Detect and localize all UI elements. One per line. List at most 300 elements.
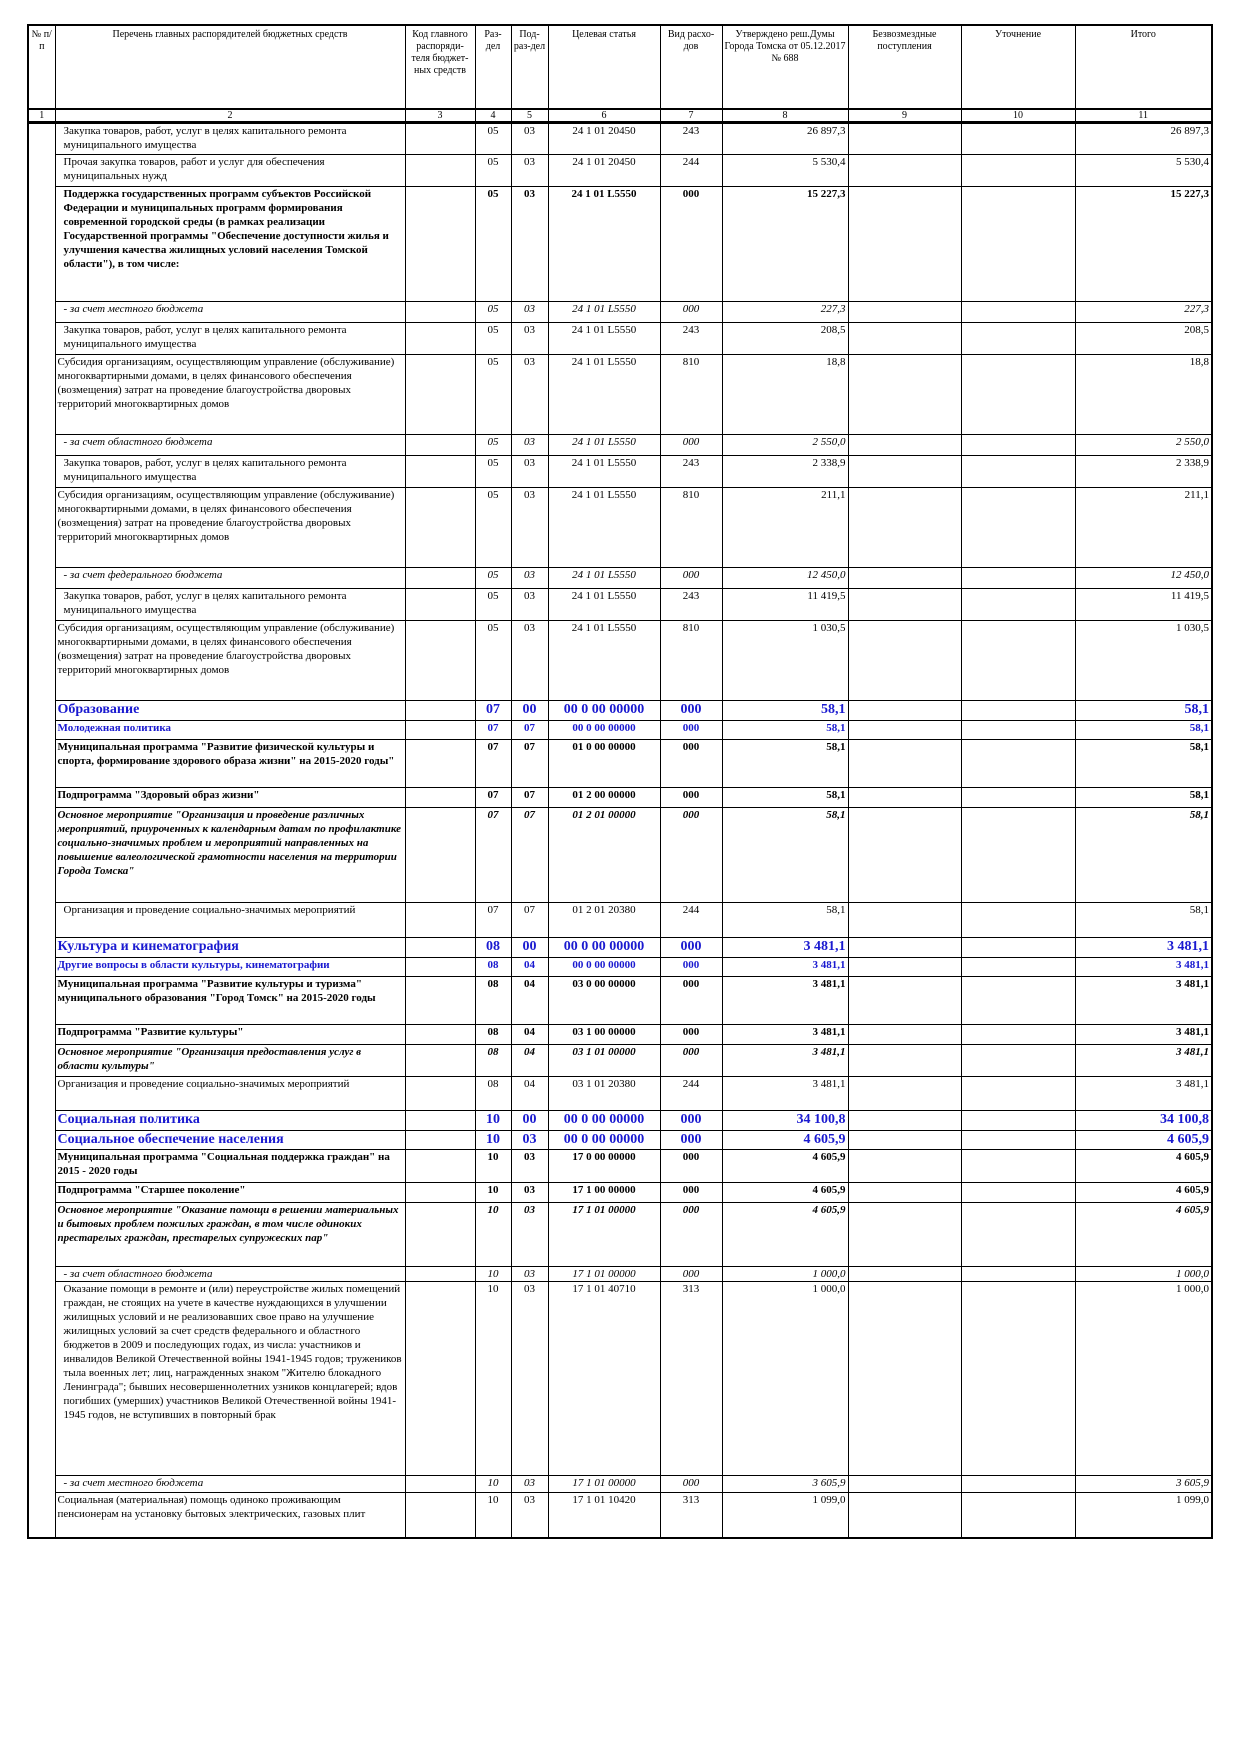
- target-article-cell: 00 0 00 00000: [548, 938, 660, 958]
- row-name-cell: Культура и кинематография: [55, 938, 405, 958]
- approved-amount-cell: 58,1: [722, 740, 848, 788]
- total-amount-cell: 1 099,0: [1075, 1493, 1212, 1538]
- main-distributor-code-cell: [405, 187, 475, 302]
- section-cell: 05: [475, 302, 511, 323]
- table-row: [28, 355, 1212, 435]
- section-cell: 07: [475, 788, 511, 808]
- approved-amount-cell: 2 338,9: [722, 456, 848, 488]
- target-article-cell: 17 1 01 00000: [548, 1267, 660, 1282]
- row-name-cell: - за счет федерального бюджета: [55, 568, 405, 589]
- approved-amount-cell: 3 481,1: [722, 1077, 848, 1111]
- adjustment-cell: [961, 1282, 1075, 1476]
- gratis-receipts-cell: [848, 123, 961, 155]
- gratis-receipts-cell: [848, 1077, 961, 1111]
- expense-type-cell: 810: [660, 488, 722, 568]
- gratis-receipts-cell: [848, 621, 961, 701]
- table-row: [28, 1282, 1212, 1476]
- approved-amount-cell: 58,1: [722, 721, 848, 740]
- adjustment-cell: [961, 435, 1075, 456]
- total-amount-cell: 4 605,9: [1075, 1183, 1212, 1203]
- subsection-cell: 03: [511, 1203, 548, 1267]
- expense-type-cell: 000: [660, 568, 722, 589]
- approved-amount-cell: 1 030,5: [722, 621, 848, 701]
- adjustment-cell: [961, 1267, 1075, 1282]
- row-number-cell: [28, 435, 55, 456]
- main-distributor-code-cell: [405, 958, 475, 977]
- gratis-receipts-cell: [848, 903, 961, 938]
- target-article-cell: 01 0 00 00000: [548, 740, 660, 788]
- approved-amount-cell: 211,1: [722, 488, 848, 568]
- subsection-cell: 04: [511, 977, 548, 1025]
- main-distributor-code-cell: [405, 1282, 475, 1476]
- gratis-receipts-cell: [848, 1476, 961, 1493]
- adjustment-cell: [961, 456, 1075, 488]
- column-number: 8: [722, 109, 848, 123]
- approved-amount-cell: 4 605,9: [722, 1203, 848, 1267]
- adjustment-cell: [961, 589, 1075, 621]
- approved-amount-cell: 58,1: [722, 701, 848, 721]
- total-amount-cell: 227,3: [1075, 302, 1212, 323]
- main-distributor-code-cell: [405, 1476, 475, 1493]
- total-amount-cell: 208,5: [1075, 323, 1212, 355]
- table-row: [28, 721, 1212, 740]
- approved-amount-cell: 26 897,3: [722, 123, 848, 155]
- expense-type-cell: 000: [660, 1025, 722, 1045]
- main-distributor-code-cell: [405, 1111, 475, 1131]
- gratis-receipts-cell: [848, 701, 961, 721]
- gratis-receipts-cell: [848, 1203, 961, 1267]
- table-row: [28, 1025, 1212, 1045]
- target-article-cell: 24 1 01 L5550: [548, 435, 660, 456]
- approved-amount-cell: 4 605,9: [722, 1183, 848, 1203]
- column-number: 11: [1075, 109, 1212, 123]
- row-name-cell: Субсидия организациям, осуществляющим управление (обслуживание) многоквартирными домами, в целях финансового обеспечения (возмещения) затрат на проведение благоустройства дворовых территорий многоквартирных домов: [55, 488, 405, 568]
- row-name-cell: Прочая закупка товаров, работ и услуг для обеспечения муниципальных нужд: [55, 155, 405, 187]
- table-row: [28, 1476, 1212, 1493]
- approved-amount-cell: 1 000,0: [722, 1267, 848, 1282]
- gratis-receipts-cell: [848, 456, 961, 488]
- section-cell: 10: [475, 1150, 511, 1183]
- approved-amount-cell: 4 605,9: [722, 1150, 848, 1183]
- target-article-cell: 17 1 01 10420: [548, 1493, 660, 1538]
- section-cell: 05: [475, 589, 511, 621]
- gratis-receipts-cell: [848, 1183, 961, 1203]
- subsection-cell: 03: [511, 1282, 548, 1476]
- adjustment-cell: [961, 958, 1075, 977]
- approved-amount-cell: 58,1: [722, 808, 848, 903]
- header-expense-type: Вид расхо-дов: [660, 25, 722, 109]
- expense-type-cell: 244: [660, 903, 722, 938]
- total-amount-cell: 1 030,5: [1075, 621, 1212, 701]
- table-row: [28, 740, 1212, 788]
- section-cell: 07: [475, 740, 511, 788]
- total-amount-cell: 58,1: [1075, 788, 1212, 808]
- main-distributor-code-cell: [405, 435, 475, 456]
- adjustment-cell: [961, 701, 1075, 721]
- expense-type-cell: 810: [660, 355, 722, 435]
- adjustment-cell: [961, 721, 1075, 740]
- expense-type-cell: 000: [660, 435, 722, 456]
- table-row: [28, 123, 1212, 155]
- row-name-cell: Организация и проведение социально-значимых мероприятий: [55, 903, 405, 938]
- header-target-article: Целевая статья: [548, 25, 660, 109]
- main-distributor-code-cell: [405, 808, 475, 903]
- expense-type-cell: 000: [660, 1111, 722, 1131]
- subsection-cell: 00: [511, 938, 548, 958]
- column-number: 3: [405, 109, 475, 123]
- subsection-cell: 03: [511, 123, 548, 155]
- row-name-cell: Социальное обеспечение населения: [55, 1131, 405, 1150]
- table-row: [28, 1131, 1212, 1150]
- section-cell: 07: [475, 808, 511, 903]
- gratis-receipts-cell: [848, 187, 961, 302]
- section-cell: 07: [475, 903, 511, 938]
- subsection-cell: 03: [511, 323, 548, 355]
- section-cell: 05: [475, 568, 511, 589]
- row-name-cell: Оказание помощи в ремонте и (или) переустройстве жилых помещений граждан, не стоящих на учете в качестве нуждающихся в улучшении жилищных условий и не реализовавших свое право на улучшение жилищных условий за счет средств федерального и областного бюджетов в 2009 и последующих годах, из числа: участников и инвалидов Великой Отечественной войны 1941-1945 годов; тружеников тыла военных лет; лиц, награжденных знаком "Жителю блокадного Ленинграда"; бывших несовершеннолетних узников концлагерей; вдов погибших (умерших) участников Великой Отечественной войны 1941-1945 годов, не вступивших в повторный брак: [55, 1282, 405, 1476]
- main-distributor-code-cell: [405, 302, 475, 323]
- table-row: [28, 903, 1212, 938]
- row-number-cell: [28, 1183, 55, 1203]
- approved-amount-cell: 4 605,9: [722, 1131, 848, 1150]
- main-distributor-code-cell: [405, 701, 475, 721]
- total-amount-cell: 211,1: [1075, 488, 1212, 568]
- gratis-receipts-cell: [848, 808, 961, 903]
- subsection-cell: 03: [511, 435, 548, 456]
- section-cell: 05: [475, 488, 511, 568]
- subsection-cell: 03: [511, 187, 548, 302]
- total-amount-cell: 4 605,9: [1075, 1131, 1212, 1150]
- section-cell: 05: [475, 435, 511, 456]
- total-amount-cell: 58,1: [1075, 701, 1212, 721]
- gratis-receipts-cell: [848, 1150, 961, 1183]
- expense-type-cell: 313: [660, 1493, 722, 1538]
- table-row: [28, 808, 1212, 903]
- adjustment-cell: [961, 1131, 1075, 1150]
- table-row: [28, 788, 1212, 808]
- section-cell: 08: [475, 1077, 511, 1111]
- expense-type-cell: 243: [660, 589, 722, 621]
- target-article-cell: 24 1 01 L5550: [548, 589, 660, 621]
- target-article-cell: 03 1 00 00000: [548, 1025, 660, 1045]
- total-amount-cell: 58,1: [1075, 903, 1212, 938]
- row-number-cell: [28, 187, 55, 302]
- adjustment-cell: [961, 1150, 1075, 1183]
- gratis-receipts-cell: [848, 302, 961, 323]
- gratis-receipts-cell: [848, 1111, 961, 1131]
- subsection-cell: 03: [511, 155, 548, 187]
- subsection-cell: 07: [511, 903, 548, 938]
- section-cell: 08: [475, 1045, 511, 1077]
- gratis-receipts-cell: [848, 323, 961, 355]
- adjustment-cell: [961, 938, 1075, 958]
- budget-table-sheet: [27, 24, 1211, 1539]
- gratis-receipts-cell: [848, 1025, 961, 1045]
- header-section: Раз-дел: [475, 25, 511, 109]
- table-row: [28, 568, 1212, 589]
- approved-amount-cell: 1 099,0: [722, 1493, 848, 1538]
- adjustment-cell: [961, 1493, 1075, 1538]
- table-row: [28, 958, 1212, 977]
- subsection-cell: 03: [511, 621, 548, 701]
- gratis-receipts-cell: [848, 977, 961, 1025]
- total-amount-cell: 3 481,1: [1075, 958, 1212, 977]
- gratis-receipts-cell: [848, 488, 961, 568]
- section-cell: 05: [475, 456, 511, 488]
- expense-type-cell: 000: [660, 1150, 722, 1183]
- subsection-cell: 03: [511, 1183, 548, 1203]
- main-distributor-code-cell: [405, 1267, 475, 1282]
- target-article-cell: 17 1 00 00000: [548, 1183, 660, 1203]
- target-article-cell: 17 1 01 00000: [548, 1476, 660, 1493]
- row-number-cell: [28, 155, 55, 187]
- approved-amount-cell: 3 481,1: [722, 938, 848, 958]
- approved-amount-cell: 34 100,8: [722, 1111, 848, 1131]
- gratis-receipts-cell: [848, 938, 961, 958]
- total-amount-cell: 3 481,1: [1075, 938, 1212, 958]
- row-number-cell: [28, 621, 55, 701]
- subsection-cell: 07: [511, 740, 548, 788]
- total-amount-cell: 3 481,1: [1075, 977, 1212, 1025]
- table-row: [28, 977, 1212, 1025]
- section-cell: 08: [475, 977, 511, 1025]
- target-article-cell: 24 1 01 L5550: [548, 488, 660, 568]
- row-number-cell: [28, 1131, 55, 1150]
- column-number: 7: [660, 109, 722, 123]
- row-name-cell: Закупка товаров, работ, услуг в целях капитального ремонта муниципального имущества: [55, 589, 405, 621]
- row-number-cell: [28, 721, 55, 740]
- section-cell: 10: [475, 1183, 511, 1203]
- column-number: 2: [55, 109, 405, 123]
- subsection-cell: 03: [511, 589, 548, 621]
- row-name-cell: Муниципальная программа "Развитие культуры и туризма" муниципального образования "Город Томск" на 2015-2020 годы: [55, 977, 405, 1025]
- adjustment-cell: [961, 302, 1075, 323]
- total-amount-cell: 3 481,1: [1075, 1077, 1212, 1111]
- subsection-cell: 04: [511, 958, 548, 977]
- main-distributor-code-cell: [405, 721, 475, 740]
- subsection-cell: 04: [511, 1025, 548, 1045]
- expense-type-cell: 243: [660, 123, 722, 155]
- column-number: 10: [961, 109, 1075, 123]
- row-number-cell: [28, 1111, 55, 1131]
- expense-type-cell: 000: [660, 1183, 722, 1203]
- adjustment-cell: [961, 1077, 1075, 1111]
- main-distributor-code-cell: [405, 589, 475, 621]
- approved-amount-cell: 18,8: [722, 355, 848, 435]
- table-row: [28, 1077, 1212, 1111]
- table-row: [28, 1150, 1212, 1183]
- gratis-receipts-cell: [848, 740, 961, 788]
- header-distributors: Перечень главных распорядителей бюджетных средств: [55, 25, 405, 109]
- table-row: [28, 435, 1212, 456]
- section-cell: 10: [475, 1203, 511, 1267]
- row-name-cell: Другие вопросы в области культуры, кинематографии: [55, 958, 405, 977]
- section-cell: 10: [475, 1131, 511, 1150]
- row-number-cell: [28, 355, 55, 435]
- section-cell: 10: [475, 1282, 511, 1476]
- adjustment-cell: [961, 740, 1075, 788]
- gratis-receipts-cell: [848, 1267, 961, 1282]
- row-name-cell: Закупка товаров, работ, услуг в целях капитального ремонта муниципального имущества: [55, 456, 405, 488]
- table-row: [28, 488, 1212, 568]
- approved-amount-cell: 3 481,1: [722, 1045, 848, 1077]
- gratis-receipts-cell: [848, 721, 961, 740]
- subsection-cell: 07: [511, 721, 548, 740]
- subsection-cell: 03: [511, 1476, 548, 1493]
- main-distributor-code-cell: [405, 740, 475, 788]
- subsection-cell: 03: [511, 488, 548, 568]
- expense-type-cell: 000: [660, 1267, 722, 1282]
- row-number-cell: [28, 589, 55, 621]
- adjustment-cell: [961, 1111, 1075, 1131]
- section-cell: 05: [475, 323, 511, 355]
- row-name-cell: - за счет областного бюджета: [55, 1267, 405, 1282]
- total-amount-cell: 4 605,9: [1075, 1203, 1212, 1267]
- adjustment-cell: [961, 568, 1075, 589]
- total-amount-cell: 18,8: [1075, 355, 1212, 435]
- subsection-cell: 03: [511, 302, 548, 323]
- target-article-cell: 00 0 00 00000: [548, 701, 660, 721]
- target-article-cell: 00 0 00 00000: [548, 958, 660, 977]
- column-number: 9: [848, 109, 961, 123]
- row-name-cell: - за счет областного бюджета: [55, 435, 405, 456]
- row-number-cell: [28, 323, 55, 355]
- row-name-cell: Организация и проведение социально-значимых мероприятий: [55, 1077, 405, 1111]
- main-distributor-code-cell: [405, 1025, 475, 1045]
- gratis-receipts-cell: [848, 1131, 961, 1150]
- adjustment-cell: [961, 1203, 1075, 1267]
- row-name-cell: - за счет местного бюджета: [55, 302, 405, 323]
- section-cell: 08: [475, 938, 511, 958]
- approved-amount-cell: 3 481,1: [722, 1025, 848, 1045]
- adjustment-cell: [961, 123, 1075, 155]
- row-number-cell: [28, 1267, 55, 1282]
- adjustment-cell: [961, 1183, 1075, 1203]
- section-cell: 05: [475, 355, 511, 435]
- section-cell: 10: [475, 1476, 511, 1493]
- target-article-cell: 03 1 01 00000: [548, 1045, 660, 1077]
- row-number-cell: [28, 788, 55, 808]
- approved-amount-cell: 3 605,9: [722, 1476, 848, 1493]
- main-distributor-code-cell: [405, 1131, 475, 1150]
- approved-amount-cell: 11 419,5: [722, 589, 848, 621]
- row-number-cell: [28, 1025, 55, 1045]
- header-gratis-receipts: Безвозмездные поступления: [848, 25, 961, 109]
- table-row: [28, 155, 1212, 187]
- approved-amount-cell: 58,1: [722, 903, 848, 938]
- total-amount-cell: 34 100,8: [1075, 1111, 1212, 1131]
- row-number-cell: [28, 958, 55, 977]
- row-number-cell: [28, 302, 55, 323]
- total-amount-cell: 26 897,3: [1075, 123, 1212, 155]
- row-number-cell: [28, 1203, 55, 1267]
- row-name-cell: Закупка товаров, работ, услуг в целях капитального ремонта муниципального имущества: [55, 323, 405, 355]
- gratis-receipts-cell: [848, 435, 961, 456]
- gratis-receipts-cell: [848, 788, 961, 808]
- subsection-cell: 03: [511, 1493, 548, 1538]
- total-amount-cell: 5 530,4: [1075, 155, 1212, 187]
- subsection-cell: 07: [511, 808, 548, 903]
- section-cell: 05: [475, 621, 511, 701]
- subsection-cell: 03: [511, 1267, 548, 1282]
- section-cell: 10: [475, 1111, 511, 1131]
- target-article-cell: 24 1 01 L5550: [548, 355, 660, 435]
- target-article-cell: 01 2 01 20380: [548, 903, 660, 938]
- table-row: [28, 456, 1212, 488]
- row-name-cell: - за счет местного бюджета: [55, 1476, 405, 1493]
- target-article-cell: 00 0 00 00000: [548, 721, 660, 740]
- expense-type-cell: 000: [660, 1203, 722, 1267]
- row-number-cell: [28, 977, 55, 1025]
- main-distributor-code-cell: [405, 1203, 475, 1267]
- main-distributor-code-cell: [405, 788, 475, 808]
- target-article-cell: 24 1 01 20450: [548, 155, 660, 187]
- gratis-receipts-cell: [848, 1045, 961, 1077]
- section-cell: 05: [475, 123, 511, 155]
- adjustment-cell: [961, 355, 1075, 435]
- row-number-cell: [28, 903, 55, 938]
- approved-amount-cell: 5 530,4: [722, 155, 848, 187]
- expense-type-cell: 243: [660, 323, 722, 355]
- row-number-cell: [28, 123, 55, 155]
- table-row: [28, 302, 1212, 323]
- subsection-cell: 04: [511, 1045, 548, 1077]
- gratis-receipts-cell: [848, 568, 961, 589]
- row-number-cell: [28, 568, 55, 589]
- gratis-receipts-cell: [848, 589, 961, 621]
- adjustment-cell: [961, 621, 1075, 701]
- target-article-cell: 24 1 01 20450: [548, 123, 660, 155]
- approved-amount-cell: 58,1: [722, 788, 848, 808]
- total-amount-cell: 58,1: [1075, 721, 1212, 740]
- table-row: [28, 1267, 1212, 1282]
- row-name-cell: Основное мероприятие "Оказание помощи в решении материальных и бытовых проблем пожилых граждан, в том числе одиноких престарелых граждан, престарелых супружеских пар": [55, 1203, 405, 1267]
- total-amount-cell: 4 605,9: [1075, 1150, 1212, 1183]
- expense-type-cell: 000: [660, 977, 722, 1025]
- subsection-cell: 03: [511, 355, 548, 435]
- row-number-cell: [28, 1493, 55, 1538]
- target-article-cell: 00 0 00 00000: [548, 1111, 660, 1131]
- table-row: [28, 1183, 1212, 1203]
- gratis-receipts-cell: [848, 1282, 961, 1476]
- row-name-cell: Основное мероприятие "Организация предоставления услуг в области культуры": [55, 1045, 405, 1077]
- expense-type-cell: 244: [660, 1077, 722, 1111]
- row-name-cell: Социальная (материальная) помощь одиноко проживающим пенсионерам на установку бытовых электрических, газовых плит: [55, 1493, 405, 1538]
- row-number-cell: [28, 456, 55, 488]
- adjustment-cell: [961, 1476, 1075, 1493]
- column-number-row: [28, 109, 1212, 123]
- row-number-cell: [28, 1045, 55, 1077]
- subsection-cell: 00: [511, 1111, 548, 1131]
- target-article-cell: 17 0 00 00000: [548, 1150, 660, 1183]
- main-distributor-code-cell: [405, 123, 475, 155]
- main-distributor-code-cell: [405, 568, 475, 589]
- section-cell: 10: [475, 1267, 511, 1282]
- section-cell: 07: [475, 721, 511, 740]
- row-name-cell: Поддержка государственных программ субъектов Российской Федерации и муниципальных программ формирования современной городской среды (в рамках реализации Государственной программы "Обеспечение доступности жилья и улучшения качества жилищных условий населения Томской области"), в том числе:: [55, 187, 405, 302]
- adjustment-cell: [961, 903, 1075, 938]
- approved-amount-cell: 12 450,0: [722, 568, 848, 589]
- main-distributor-code-cell: [405, 1150, 475, 1183]
- table-row: [28, 701, 1212, 721]
- expense-type-cell: 244: [660, 155, 722, 187]
- approved-amount-cell: 227,3: [722, 302, 848, 323]
- target-article-cell: 03 0 00 00000: [548, 977, 660, 1025]
- subsection-cell: 03: [511, 1131, 548, 1150]
- column-number: 4: [475, 109, 511, 123]
- target-article-cell: 17 1 01 40710: [548, 1282, 660, 1476]
- row-number-cell: [28, 1476, 55, 1493]
